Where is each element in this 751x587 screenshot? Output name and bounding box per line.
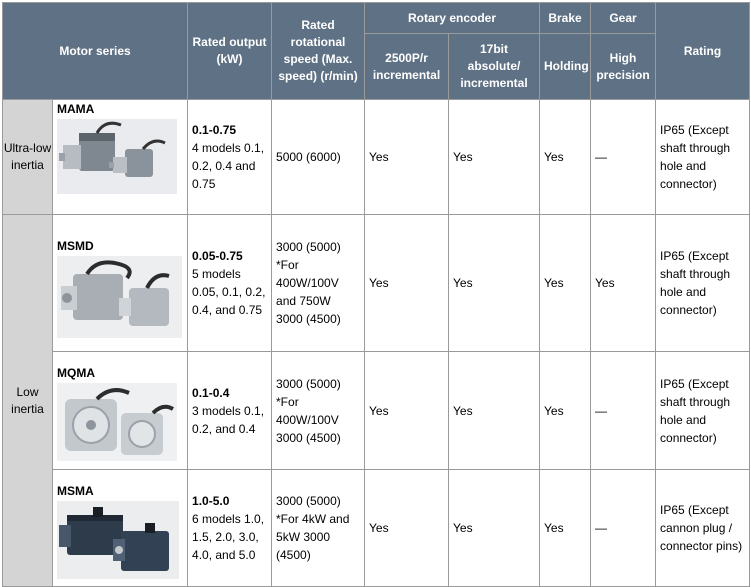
output-range: 1.0-5.0	[192, 494, 230, 508]
table-row	[3, 470, 750, 587]
rating-value: IP65 (Except shaft through hole and connector)	[656, 352, 750, 470]
rating-value: IP65 (Except cannon plug / connector pins)	[656, 470, 750, 587]
motor-photo	[57, 256, 182, 338]
model-cell	[53, 470, 188, 587]
brake-value: Yes	[540, 215, 591, 352]
output-range: 0.05-0.75	[192, 249, 243, 263]
header-encoder-17bit: 17bit absolute/ incremental	[449, 34, 540, 100]
motor-photo	[57, 119, 177, 194]
output-range: 0.1-0.4	[192, 385, 230, 400]
encoder-17bit-value: Yes	[449, 215, 540, 352]
table-row	[3, 352, 750, 470]
model-name: MSMD	[57, 239, 94, 253]
rating-value: IP65 (Except shaft through hole and connector)	[656, 215, 750, 352]
motor-spec-table	[2, 2, 750, 587]
model-cell	[53, 352, 188, 470]
encoder-17bit-value: Yes	[449, 100, 540, 215]
header-encoder-2500: 2500P/r incremental	[365, 34, 449, 100]
output-models: 5 models 0.05, 0.1, 0.2, 0.4, and 0.75	[192, 267, 266, 317]
output-cell	[188, 100, 272, 215]
brake-value: Yes	[540, 100, 591, 215]
motor-photo	[57, 501, 179, 579]
output-models: 6 models 1.0, 1.5, 2.0, 3.0, 4.0, and 5.0	[192, 512, 265, 562]
header-brake: Brake	[540, 3, 591, 34]
model-cell	[53, 100, 188, 215]
encoder-17bit-value: Yes	[449, 470, 540, 587]
header-gear: Gear	[591, 3, 656, 34]
encoder-2500-value: Yes	[365, 100, 449, 215]
header-rating: Rating	[656, 3, 750, 100]
encoder-17bit-value: Yes	[449, 352, 540, 470]
gear-value: —	[591, 100, 656, 215]
output-cell	[188, 215, 272, 352]
header-gear-high-precision: High precision	[591, 34, 656, 100]
brake-value: Yes	[540, 352, 591, 470]
header-rotary-encoder: Rotary encoder	[365, 3, 540, 34]
rating-value: IP65 (Except shaft through hole and connector)	[656, 100, 750, 215]
speed-cell: 5000 (6000)	[272, 100, 365, 215]
encoder-2500-value: Yes	[365, 352, 449, 470]
brake-value: Yes	[540, 470, 591, 587]
category-low-inertia: Low inertia	[3, 215, 53, 587]
output-cell	[188, 352, 272, 470]
table-row	[3, 100, 750, 215]
gear-value: —	[591, 470, 656, 587]
model-name: MSMA	[57, 484, 94, 498]
speed-cell: 3000 (5000) *For 400W/100V and 750W 3000 (4500)	[272, 215, 365, 352]
output-models: 4 models 0.1, 0.2, 0.4 and 0.75	[192, 141, 265, 191]
model-cell	[53, 215, 188, 352]
category-ultra-low-inertia: Ultra-low inertia	[3, 100, 53, 215]
output-range: 0.1-0.75	[192, 123, 237, 137]
header-motor-series: Motor series	[3, 3, 188, 100]
header-rated-speed: Rated rotational speed (Max. speed) (r/min)	[272, 3, 365, 100]
model-name: MQMA	[57, 366, 95, 380]
output-cell	[188, 470, 272, 587]
header-brake-holding: Holding	[540, 34, 591, 100]
motor-photo	[57, 383, 177, 461]
encoder-2500-value: Yes	[365, 215, 449, 352]
gear-value: —	[591, 352, 656, 470]
gear-value: Yes	[591, 215, 656, 352]
header-row-1	[3, 3, 750, 34]
output-models: 3 models 0.1, 0.2, and 0.4	[192, 403, 265, 436]
speed-cell: 3000 (5000) *For 400W/100V 3000 (4500)	[272, 352, 365, 470]
table-row	[3, 215, 750, 352]
speed-cell: 3000 (5000) *For 4kW and 5kW 3000 (4500)	[272, 470, 365, 587]
model-name: MAMA	[57, 102, 95, 116]
header-rated-output: Rated output (kW)	[188, 3, 272, 100]
encoder-2500-value: Yes	[365, 470, 449, 587]
